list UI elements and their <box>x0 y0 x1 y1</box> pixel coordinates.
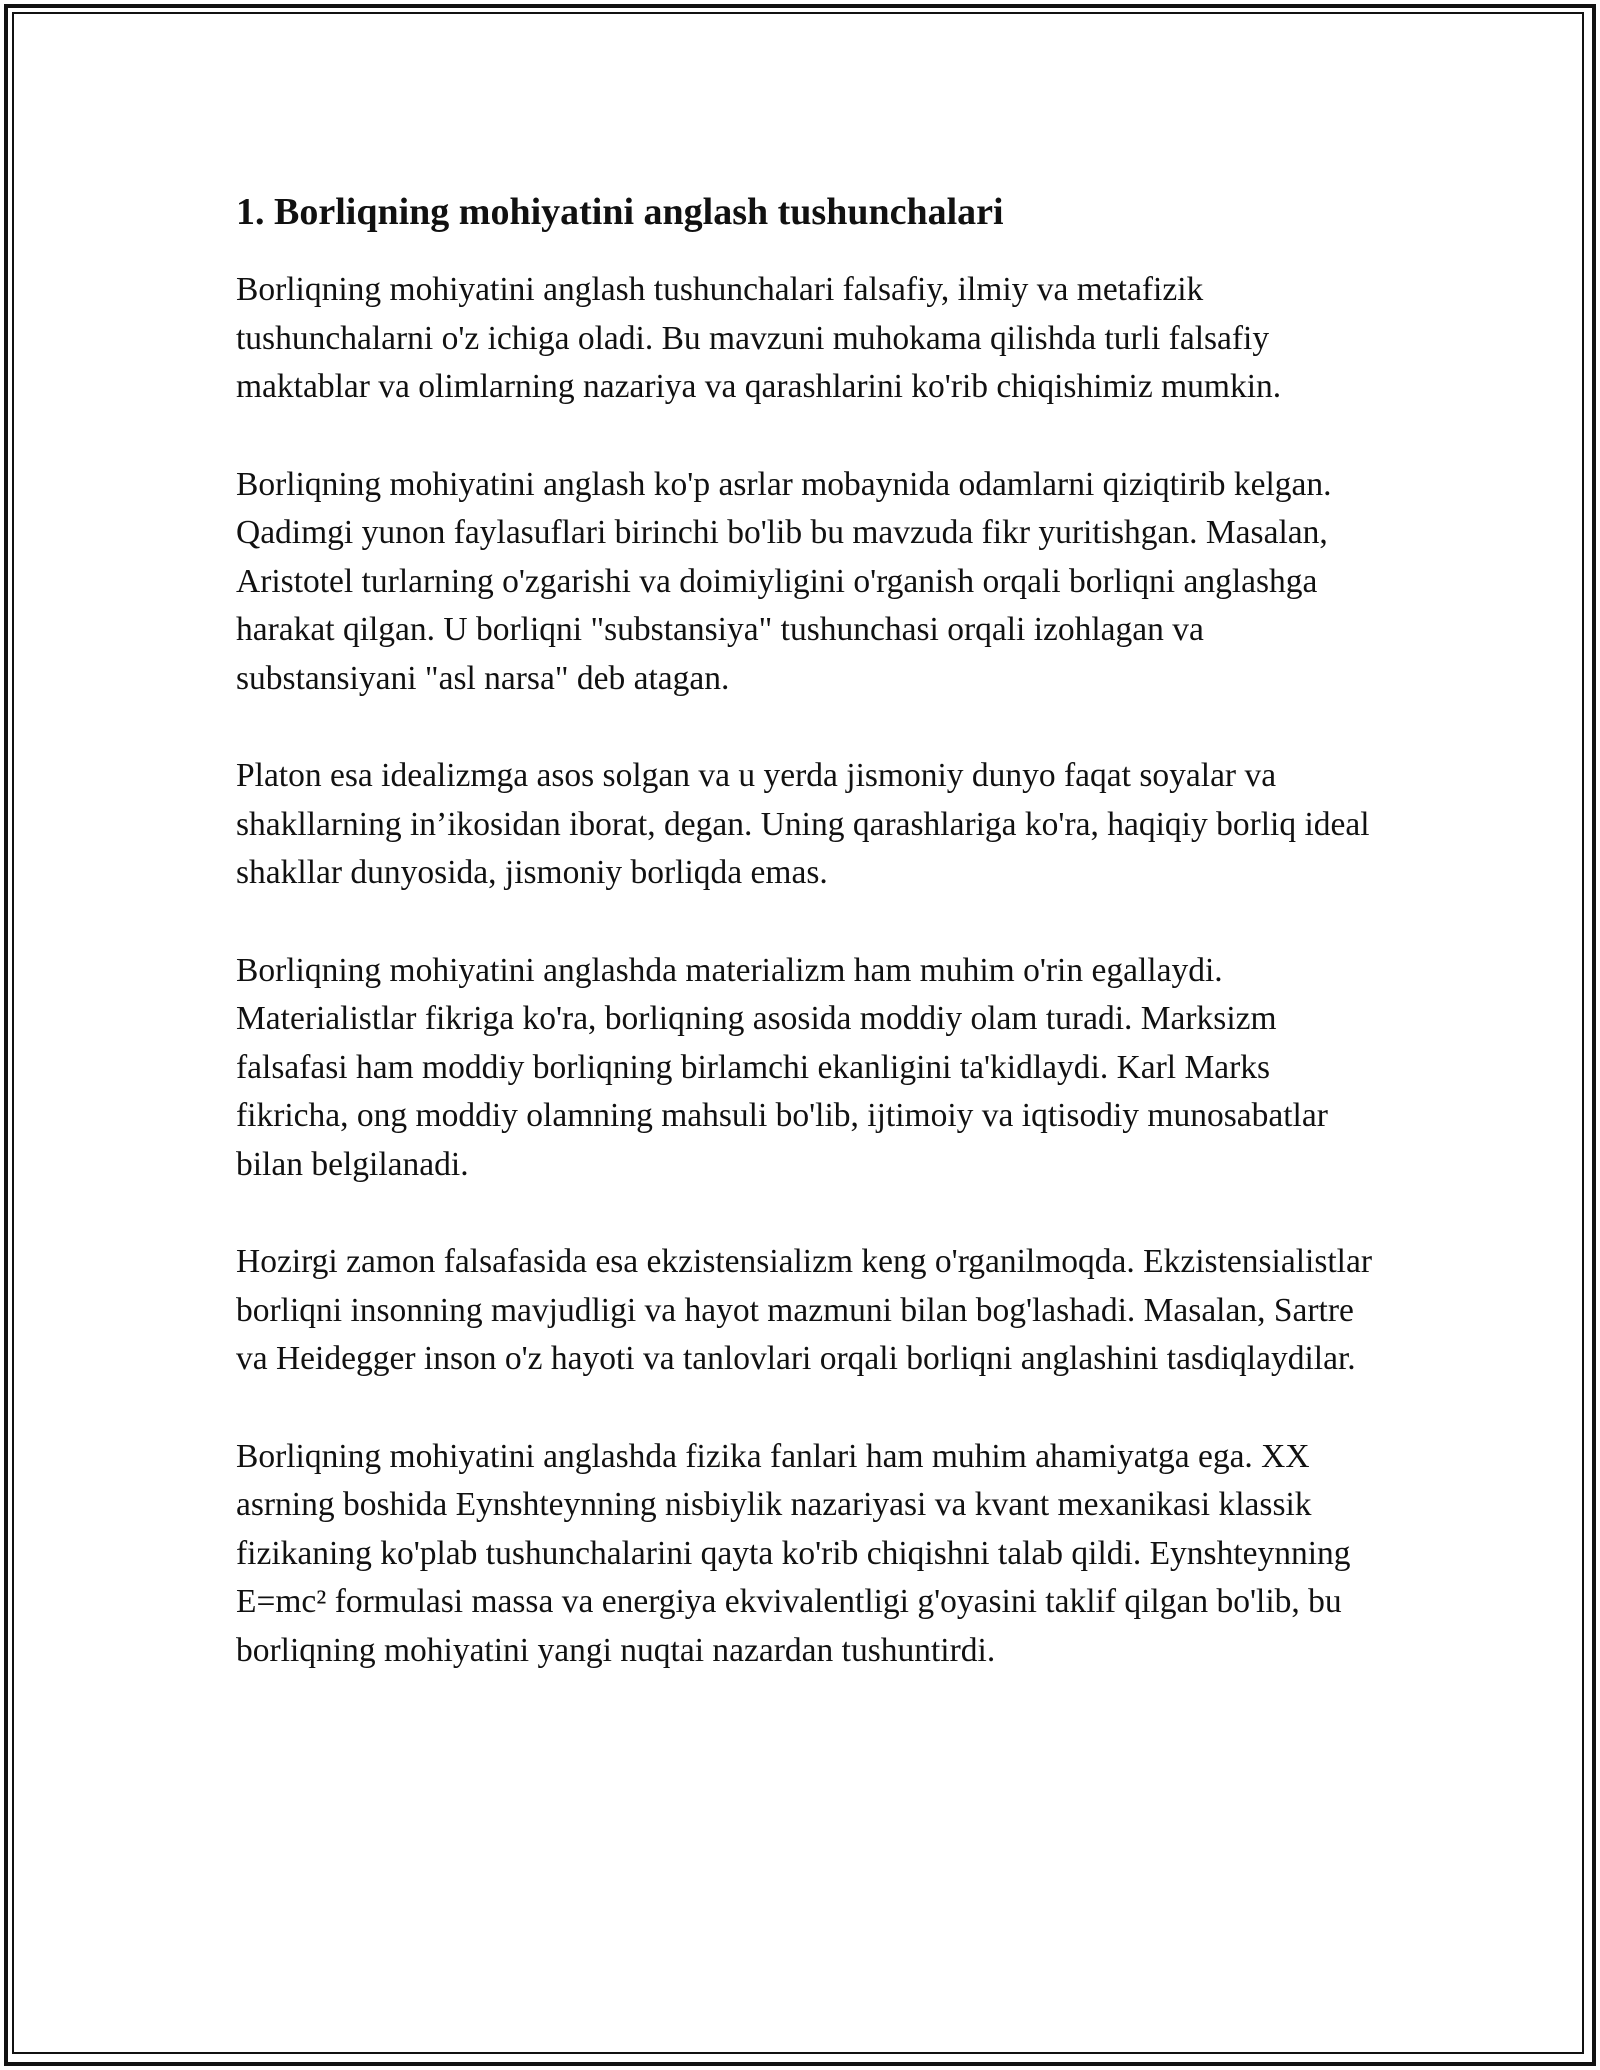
section-heading: 1. Borliqning mohiyatini anglash tushunchalari <box>236 191 1004 233</box>
paragraph-plato: Platon esa idealizmga asos solgan va u yerda jismoniy dunyo faqat soyalar va shakllarning in’ikosidan iborat, degan. Uning qarashlariga ko'ra, haqiqiy borliq ideal shakllar dunyosida, jismoniy borliqda emas. <box>236 757 1370 891</box>
paragraph-materialism: Borliqning mohiyatini anglashda materializm ham muhim o'rin egallaydi. Materialistlar fikriga ko'ra, borliqning asosida moddiy olam turadi. Marksizm falsafasi ham moddiy borliqning birlamchi ekanligini ta'kidlaydi. Karl Marks fikricha, ong moddiy olamning mahsuli bo'lib, ijtimoiy va iqtisodiy munosabatlar bilan belgilanadi. <box>236 951 1328 1183</box>
paragraph-intro: Borliqning mohiyatini anglash tushunchalari falsafiy, ilmiy va metafizik tushunchalarni o'z ichiga oladi. Bu mavzuni muhokama qilishda turli falsafiy maktablar va olimlarning nazariya va qarashlarini ko'rib chiqishimiz mumkin. <box>236 271 1282 405</box>
paragraph-physics: Borliqning mohiyatini anglashda fizika fanlari ham muhim ahamiyatga ega. XX asrning boshida Eynshteynning nisbiylik nazariyasi va kvant mexanikasi klassik fizikaning ko'plab tushunchalarini qayta ko'rib chiqishni talab qildi. Eynshteynning E=mc² formulasi massa va energiya ekvivalentligi g'oyasini taklif qilgan bo'lib, bu borliqning mohiyatini yangi nuqtai nazardan tushuntirdi. <box>236 1437 1351 1669</box>
paragraph-existentialism: Hozirgi zamon falsafasida esa ekzistensializm keng o'rganilmoqda. Ekzistensialistlar borliqni insonning mavjudligi va hayot mazmuni bilan bog'lashadi. Masalan, Sartre va Heidegger inson o'z hayoti va tanlovlari orqali borliqni anglashini tasdiqlaydilar. <box>236 1243 1373 1377</box>
paragraph-aristotle: Borliqning mohiyatini anglash ko'p asrlar mobaynida odamlarni qiziqtirib kelgan. Qadimgi yunon faylasuflari birinchi bo'lib bu mavzuda fikr yuritishgan. Masalan, Aristotel turlarning o'zgarishi va doimiyligini o'rganish orqali borliqni anglashga harakat qilgan. U borliqni "substansiya" tushunchasi orqali izohlagan va substansiyani "asl narsa" deb atagan. <box>236 465 1332 697</box>
document-body <box>236 188 1384 1675</box>
